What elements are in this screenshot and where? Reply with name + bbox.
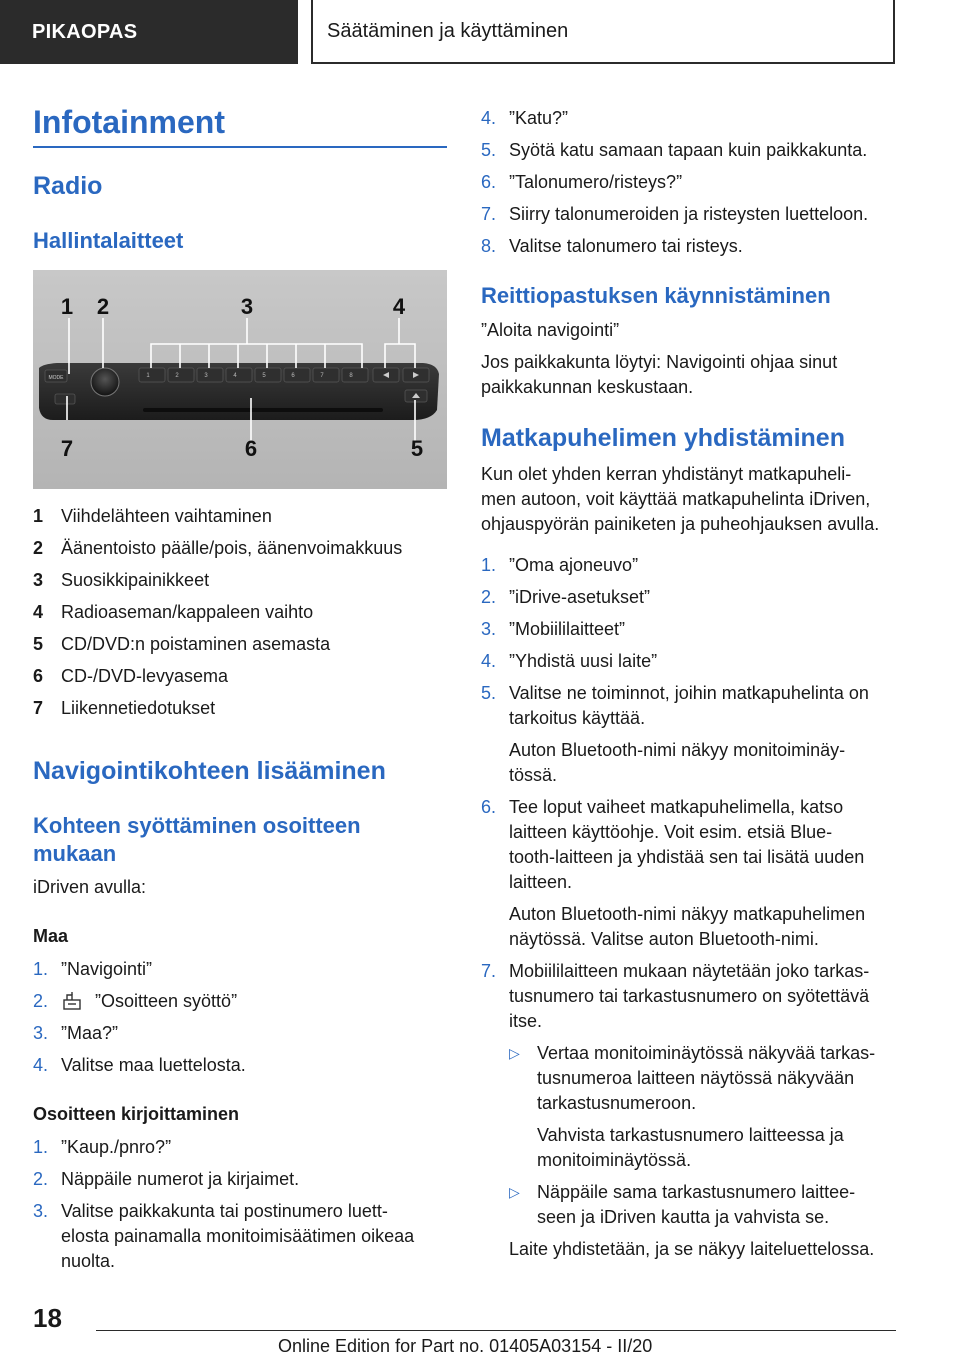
preset-label-1: 1 xyxy=(146,373,150,379)
step-text: Tee loput vaiheet matkapuhelimella, katso xyxy=(509,797,844,817)
country-step-1 xyxy=(33,957,152,982)
phone-step-6 xyxy=(481,795,843,820)
step-number: 2. xyxy=(481,587,497,607)
guidance-line-2: Jos paikkakunta löytyi: Navigointi ohjaa sinut xyxy=(481,352,838,372)
preset-4 xyxy=(226,368,252,382)
step-text: ”Yhdistä uusi laite” xyxy=(509,651,658,671)
route-guidance-heading: Reittiopastuksen käynnistäminen xyxy=(481,283,831,308)
legend-text: CD/DVD:n poistaminen asemasta xyxy=(61,634,331,654)
phone-step-5-cont-3: tössä. xyxy=(509,765,558,785)
phone-step-6-cont-4: Auton Bluetooth-nimi näkyy matkapuhelimen xyxy=(509,904,866,924)
legend-text: Radioaseman/kappaleen vaihto xyxy=(61,602,314,622)
cd-slot xyxy=(143,408,383,412)
header-section-tab: PIKAOPAS xyxy=(0,0,298,64)
controls-heading: Hallintalaitteet xyxy=(33,228,184,253)
phone-step-7 xyxy=(481,959,869,984)
legend-number: 2 xyxy=(33,538,44,558)
write-step-2 xyxy=(33,1167,299,1192)
preset-1 xyxy=(139,368,165,382)
sub-step-1-cont-4: monitoiminäytössä. xyxy=(537,1150,692,1170)
step-number: 7. xyxy=(481,204,497,224)
legend-number: 4 xyxy=(33,602,44,622)
preset-label-2: 2 xyxy=(175,373,179,379)
navigation-heading: Navigointikohteen lisääminen xyxy=(33,757,386,785)
preset-label-4: 4 xyxy=(233,373,237,379)
phone-step-1 xyxy=(481,553,638,578)
sub-step-1-cont-1: tusnumeroa laitteen näytössä näkyvään xyxy=(537,1068,855,1088)
step-text: ”Talonumero/risteys?” xyxy=(509,172,683,192)
step-number: 7. xyxy=(481,961,497,981)
callout-4: 4 xyxy=(392,294,406,319)
radio-heading: Radio xyxy=(33,172,103,200)
step-number: 5. xyxy=(481,683,497,703)
phone-step-6-cont-5: näytössä. Valitse auton Bluetooth-nimi. xyxy=(509,929,819,949)
write-step-3 xyxy=(33,1199,388,1224)
step-number: 3. xyxy=(33,1201,49,1221)
footer-edition: Online Edition for Part no. 01405A03154 - II/20 xyxy=(278,1336,653,1356)
write-step-3-cont-1: elosta painamalla monitoimisäätimen oikeaa xyxy=(61,1226,415,1246)
address-entry-heading: Kohteen syöttäminen osoitteen mukaan xyxy=(33,813,361,866)
radio-controls-image xyxy=(33,270,447,489)
step-text: Valitse talonumero tai risteys. xyxy=(509,236,743,256)
address-entry-icon xyxy=(61,989,87,1018)
callout-1: 1 xyxy=(60,294,74,319)
address-step-4 xyxy=(481,106,568,131)
sub-step-2 xyxy=(509,1180,855,1205)
write-address-heading: Osoitteen kirjoittaminen xyxy=(33,1104,240,1124)
control-legend-5 xyxy=(33,632,330,657)
phone-intro-1: Kun olet yhden kerran yhdistänyt matkapuheli- xyxy=(481,464,852,484)
step-number: 5. xyxy=(481,140,497,160)
step-number: 6. xyxy=(481,797,497,817)
preset-7 xyxy=(313,368,339,382)
country-step-3 xyxy=(33,1021,118,1046)
write-step-3-cont-2: nuolta. xyxy=(61,1251,116,1271)
phone-step-5-cont-2: Auton Bluetooth-nimi näkyy monitoiminäy- xyxy=(509,740,846,760)
sub-step-1 xyxy=(509,1041,875,1066)
page-title: Infotainment xyxy=(33,104,225,140)
step-number: 4. xyxy=(33,1055,49,1075)
step-text: Valitse ne toiminnot, joihin matkapuhelinta on xyxy=(509,683,869,703)
legend-number: 3 xyxy=(33,570,44,590)
legend-text: CD-/DVD-levyasema xyxy=(61,666,229,686)
guidance-line-1: ”Aloita navigointi” xyxy=(481,320,620,340)
step-number: 8. xyxy=(481,236,497,256)
sub-step-1-cont-3: Vahvista tarkastusnumero laitteessa ja xyxy=(537,1125,844,1145)
header-chapter-title: Säätäminen ja käyttäminen xyxy=(311,0,895,64)
sub-step-1-cont-2: tarkastusnumeroon. xyxy=(537,1093,697,1113)
step-number: 3. xyxy=(481,619,497,639)
country-step-2 xyxy=(33,989,237,1018)
step-text: ”Osoitteen syöttö” xyxy=(95,991,238,1011)
callout-7: 7 xyxy=(60,436,74,461)
step-number: 4. xyxy=(481,651,497,671)
control-legend-3 xyxy=(33,568,209,593)
step-number: 3. xyxy=(33,1023,49,1043)
callout-5: 5 xyxy=(410,436,424,461)
step-text: Näppäile numerot ja kirjaimet. xyxy=(61,1169,300,1189)
step-text: Valitse maa luettelosta. xyxy=(61,1055,246,1075)
address-step-7 xyxy=(481,202,868,227)
step-number: 6. xyxy=(481,172,497,192)
phone-step-7-cont-1: tusnumero tai tarkastusnumero on syötettävä xyxy=(509,986,870,1006)
preset-6 xyxy=(284,368,310,382)
preset-label-6: 6 xyxy=(291,373,295,379)
step-text: Syötä katu samaan tapaan kuin paikkakunta. xyxy=(509,140,868,160)
mode-button-label: MODE xyxy=(48,375,64,381)
phone-step-6-cont-1: laitteen käyttöohje. Voit esim. etsiä Blue- xyxy=(509,822,833,842)
legend-text: Liikennetiedotukset xyxy=(61,698,216,718)
callout-6: 6 xyxy=(244,436,258,461)
title-rule xyxy=(33,146,447,148)
traffic-button xyxy=(55,394,75,404)
footer-rule xyxy=(96,1330,896,1331)
step-number: 1. xyxy=(33,1137,49,1157)
step-text: ”Mobiililaitteet” xyxy=(509,619,626,639)
step-text: Vertaa monitoiminäytössä näkyvää tarkas- xyxy=(537,1043,876,1063)
phone-step-3 xyxy=(481,617,625,642)
preset-2 xyxy=(168,368,194,382)
triangle-bullet-icon: ▷ xyxy=(509,1184,520,1200)
page-number: 18 xyxy=(33,1303,62,1333)
preset-label-3: 3 xyxy=(204,373,208,379)
preset-label-5: 5 xyxy=(262,373,266,379)
phone-step-6-cont-3: laitteen. xyxy=(509,872,573,892)
legend-number: 5 xyxy=(33,634,44,654)
step-text: ”Katu?” xyxy=(509,108,569,128)
step-number: 1. xyxy=(33,959,49,979)
write-step-1 xyxy=(33,1135,171,1160)
address-step-5 xyxy=(481,138,867,163)
step-text: ”Navigointi” xyxy=(61,959,153,979)
control-legend-6 xyxy=(33,664,228,689)
step-text: ”iDrive-asetukset” xyxy=(509,587,651,607)
volume-knob xyxy=(91,368,119,396)
callout-2: 2 xyxy=(96,294,110,319)
preset-8 xyxy=(342,368,368,382)
country-heading: Maa xyxy=(33,926,69,946)
step-number: 4. xyxy=(481,108,497,128)
phone-step-5 xyxy=(481,681,869,706)
step-number: 2. xyxy=(33,1169,49,1189)
step-text: Mobiililaitteen mukaan näytetään joko tarkas- xyxy=(509,961,870,981)
phone-intro-3: ohjauspyörän painiketen ja puheohjauksen avulla. xyxy=(481,514,880,534)
idrive-text: iDriven avulla: xyxy=(33,877,147,897)
callout-3: 3 xyxy=(240,294,254,319)
preset-label-7: 7 xyxy=(320,373,324,379)
legend-number: 6 xyxy=(33,666,44,686)
control-legend-2 xyxy=(33,536,402,561)
preset-3 xyxy=(197,368,223,382)
step-text: ”Maa?” xyxy=(61,1023,119,1043)
final-note: Laite yhdistetään, ja se näkyy laiteluettelossa. xyxy=(509,1239,875,1259)
step-text: Siirry talonumeroiden ja risteysten luetteloon. xyxy=(509,204,869,224)
radio-panel-drawing xyxy=(33,270,447,489)
legend-text: Äänentoisto päälle/pois, äänenvoimakkuus xyxy=(61,538,403,558)
sub-step-2-cont-1: seen ja iDriven kautta ja vahvista se. xyxy=(537,1207,830,1227)
control-legend-1 xyxy=(33,504,272,529)
triangle-bullet-icon: ▷ xyxy=(509,1045,520,1061)
preset-label-8: 8 xyxy=(349,373,353,379)
legend-text: Viihdelähteen vaihtaminen xyxy=(61,506,272,526)
step-text: ”Kaup./pnro?” xyxy=(61,1137,172,1157)
step-text: ”Oma ajoneuvo” xyxy=(509,555,639,575)
phone-intro-2: men autoon, voit käyttää matkapuhelinta iDriven, xyxy=(481,489,871,509)
step-number: 2. xyxy=(33,991,49,1011)
step-number: 1. xyxy=(481,555,497,575)
address-step-8 xyxy=(481,234,743,259)
legend-text: Suosikkipainikkeet xyxy=(61,570,210,590)
step-text: Näppäile sama tarkastusnumero laittee- xyxy=(537,1182,856,1202)
legend-number: 1 xyxy=(33,506,44,526)
control-legend-4 xyxy=(33,600,313,625)
phone-step-5-cont-1: tarkoitus käyttää. xyxy=(509,708,646,728)
phone-step-4 xyxy=(481,649,657,674)
guidance-line-3: paikkakunnan keskustaan. xyxy=(481,377,694,397)
phone-step-6-cont-2: tooth-laitteen ja yhdistää sen tai lisätä uuden xyxy=(509,847,865,867)
phone-step-7-cont-2: itse. xyxy=(509,1011,543,1031)
preset-5 xyxy=(255,368,281,382)
phone-step-2 xyxy=(481,585,650,610)
legend-number: 7 xyxy=(33,698,44,718)
control-legend-7 xyxy=(33,696,215,721)
country-step-4 xyxy=(33,1053,246,1078)
phone-heading: Matkapuhelimen yhdistäminen xyxy=(481,424,845,452)
address-step-6 xyxy=(481,170,682,195)
step-text: Valitse paikkakunta tai postinumero luett- xyxy=(61,1201,388,1221)
